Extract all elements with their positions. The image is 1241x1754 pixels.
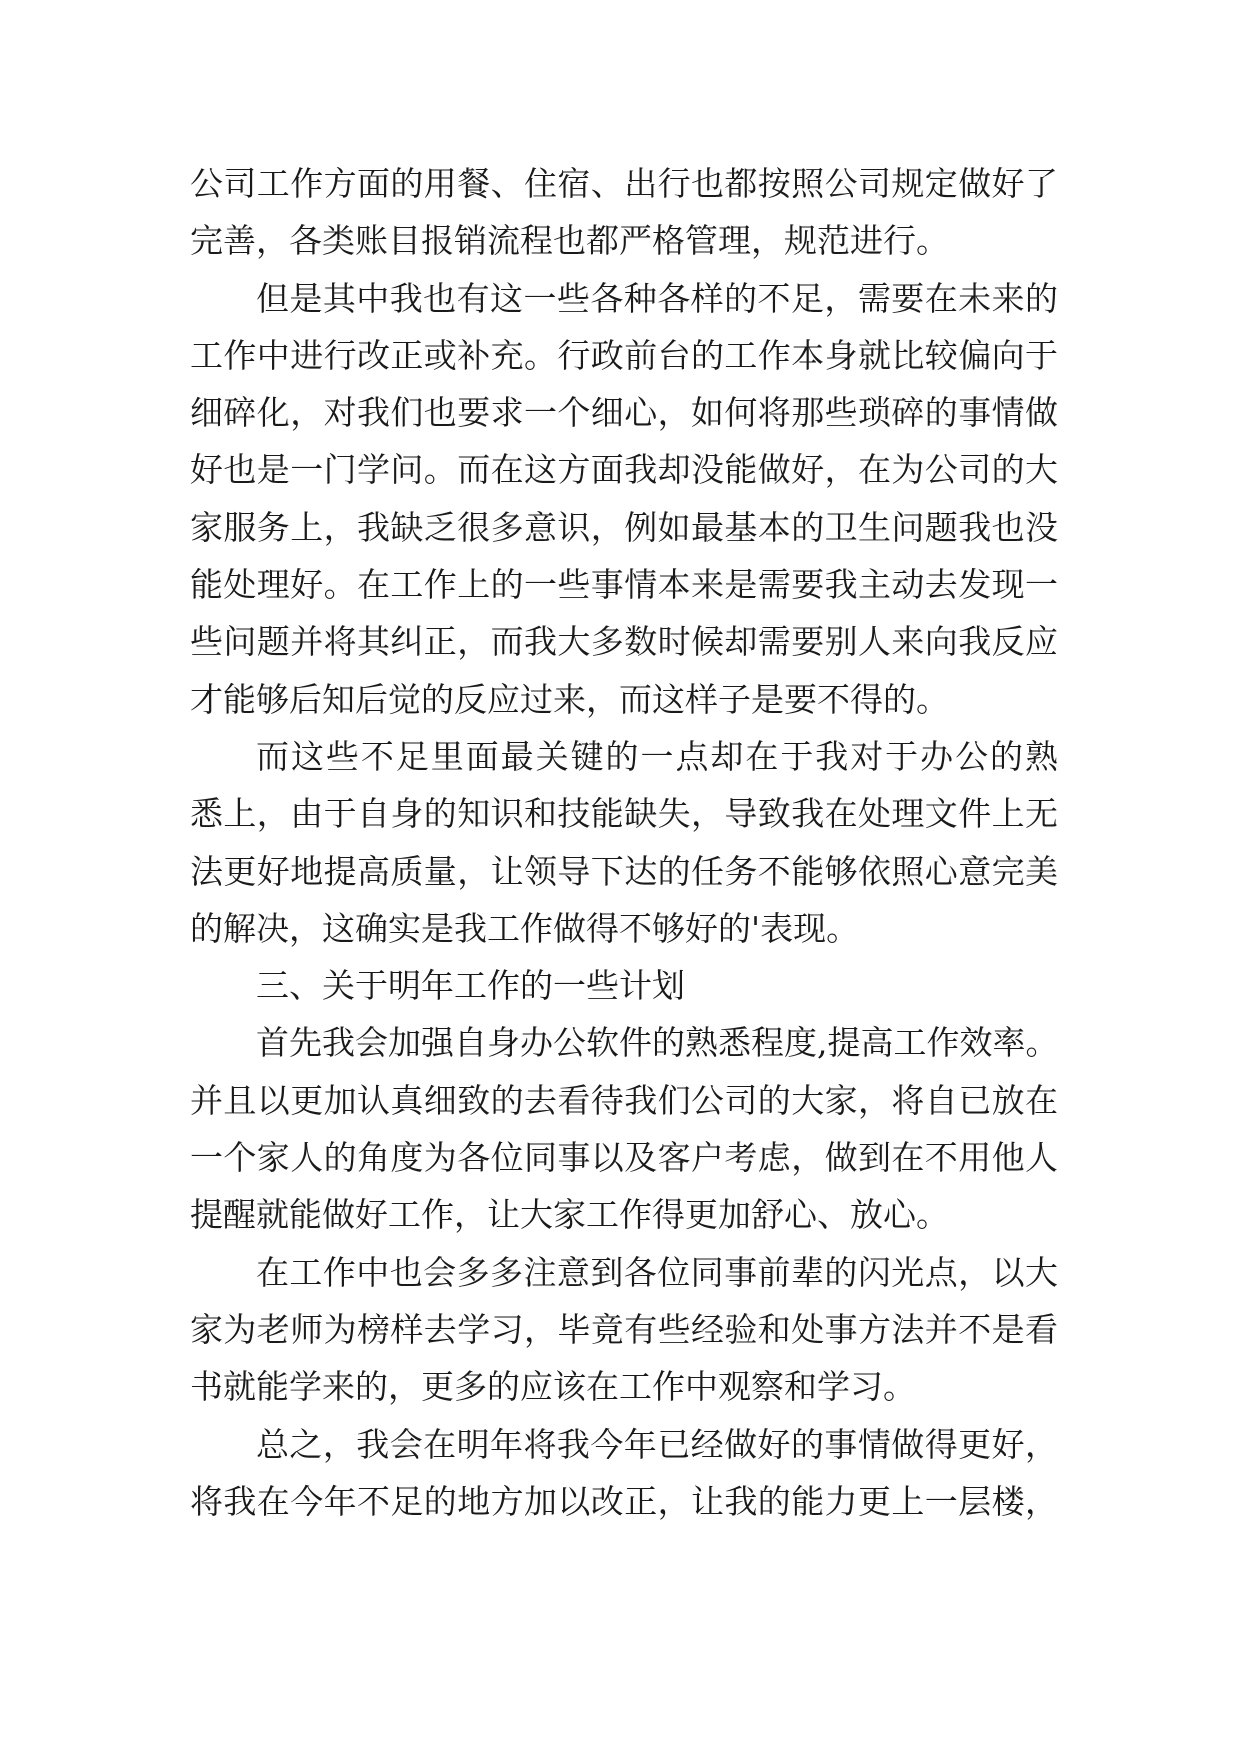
text-line: 的解决，这确实是我工作做得不够好的'表现。 [190, 908, 860, 948]
text-line: 工作中进行改正或补充。行政前台的工作本身就比较偏向于 [190, 335, 1058, 375]
text-line: 公司工作方面的用餐、住宿、出行也都按照公司规定做好了 [190, 164, 1058, 203]
text-line: 家服务上，我缺乏很多意识，例如最基本的卫生问题我也没 [190, 507, 1058, 547]
text-line: 总之，我会在明年将我今年已经做好的事情做得更好， [256, 1424, 1058, 1464]
text-line: 才能够后知后觉的反应过来，而这样子是要不得的。 [190, 679, 949, 719]
text-line: 首先我会加强自身办公软件的熟悉程度,提高工作效率。 [256, 1023, 1058, 1063]
text-line: 法更好地提高质量，让领导下达的任务不能够依照心意完美 [190, 851, 1058, 891]
text-line: 完善，各类账目报销流程也都严格管理，规范进行。 [190, 221, 949, 261]
text-line: 将我在今年不足的地方加以改正，让我的能力更上一层楼， [190, 1481, 1058, 1521]
text-line: 家为老师为榜样去学习，毕竟有些经验和处事方法并不是看 [190, 1309, 1058, 1349]
text-line: 而这些不足里面最关键的一点却在于我对于办公的熟 [256, 736, 1058, 776]
text-line: 好也是一门学问。而在这方面我却没能做好，在为公司的大 [190, 450, 1058, 490]
document-body [190, 155, 1058, 1530]
text-line: 悉上，由于自身的知识和技能缺失，导致我在处理文件上无 [190, 794, 1058, 834]
text-line: 并且以更加认真细致的去看待我们公司的大家，将自已放在 [190, 1080, 1058, 1120]
text-line: 提醒就能做好工作，让大家工作得更加舒心、放心。 [190, 1195, 949, 1235]
text-line: 但是其中我也有这一些各种各样的不足，需要在未来的 [256, 278, 1058, 318]
text-line: 细碎化，对我们也要求一个细心，如何将那些琐碎的事情做 [190, 393, 1058, 433]
text-line: 能处理好。在工作上的一些事情本来是需要我主动去发现一 [190, 565, 1058, 605]
text-line: 些问题并将其纠正，而我大多数时候却需要别人来向我反应 [190, 622, 1058, 662]
text-line: 在工作中也会多多注意到各位同事前辈的闪光点，以大 [256, 1252, 1058, 1292]
text-line: 一个家人的角度为各位同事以及客户考虑，做到在不用他人 [190, 1138, 1058, 1178]
text-line: 书就能学来的，更多的应该在工作中观察和学习。 [190, 1367, 916, 1407]
section-heading: 三、关于明年工作的一些计划 [256, 966, 685, 1006]
